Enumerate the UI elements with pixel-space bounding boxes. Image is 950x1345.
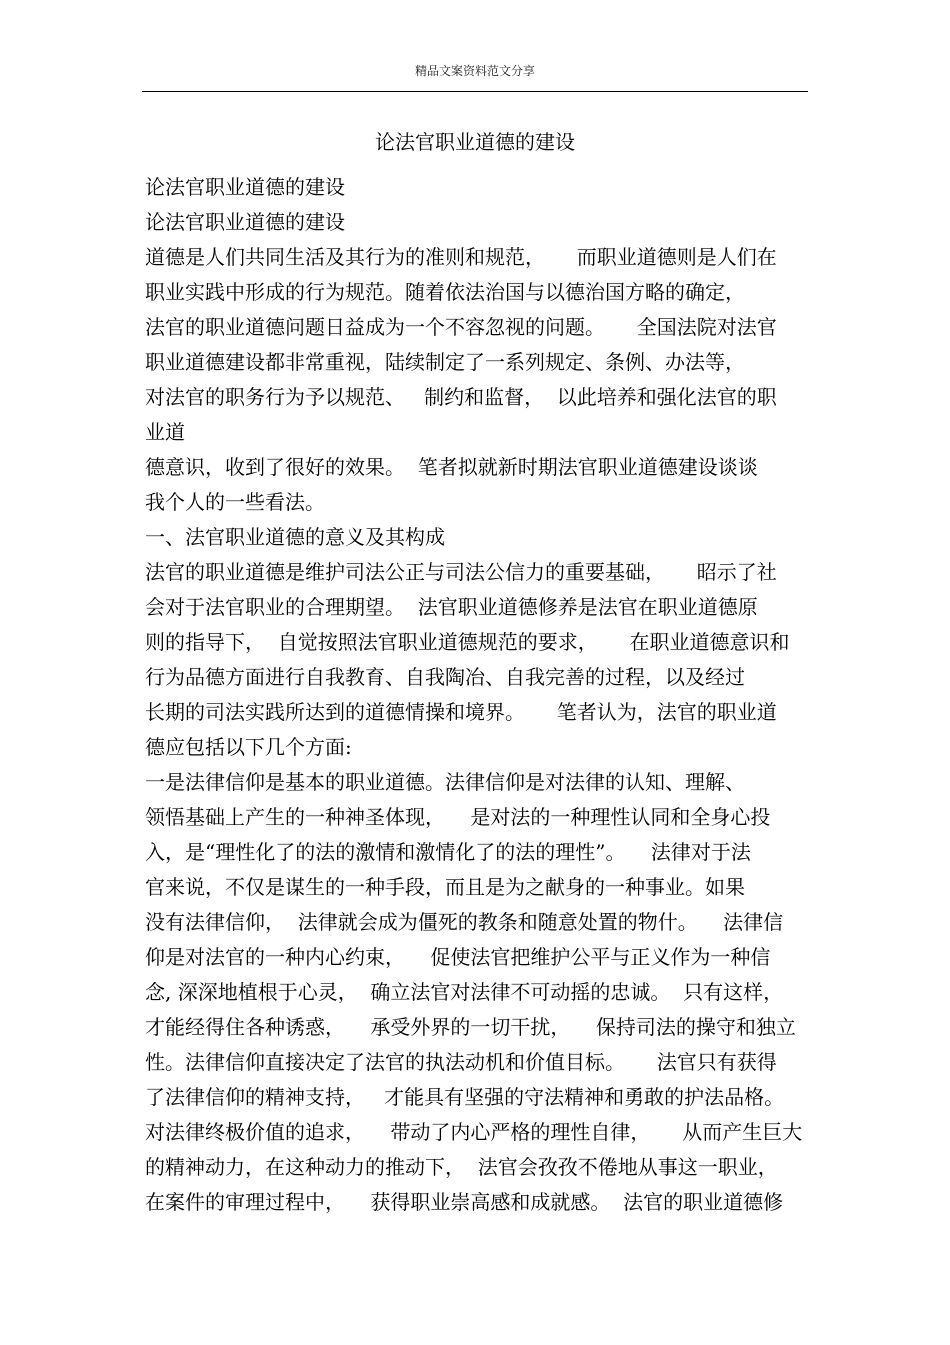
text-line: 入，是“理性化了的法的激情和激情化了的法的理性”。 法律对于法 (145, 840, 751, 864)
section-heading: 一、法官职业道德的意义及其构成 (145, 525, 445, 549)
text-line: 的精神动力，在这种动力的推动下， 法官会孜孜不倦地从事这一职业， (145, 1155, 778, 1179)
text-line: 业道 (145, 420, 185, 444)
text-line: 则的指导下， 自觉按照法官职业道德规范的要求， 在职业道德意识和 (145, 630, 790, 654)
text-line: 性。法律信仰直接决定了法官的执法动机和价值目标。 法官只有获得 (145, 1050, 777, 1074)
text-line: 行为品德方面进行自我教育、自我陶冶、自我完善的过程，以及经过 (145, 665, 745, 689)
text-line: 才能经得住各种诱惑， 承受外界的一切干扰， 保持司法的操守和独立 (145, 1015, 796, 1039)
document-title: 论法官职业道德的建设 (375, 130, 575, 154)
text-line: 论法官职业道德的建设 (145, 175, 345, 199)
text-line: 仰是对法官的一种内心约束， 促使法官把维护公平与正义作为一种信 (145, 945, 771, 969)
text-line: 我个人的一些看法。 (145, 490, 325, 514)
text-line: 念, 深深地植根于心灵， 确立法官对法律不可动摇的忠诚。 只有这样， (145, 980, 784, 1004)
text-line: 法官的职业道德是维护司法公正与司法公信力的重要基础， 昭示了社 (145, 560, 777, 584)
text-line: 道德是人们共同生活及其行为的准则和规范， 而职业道德则是人们在 (145, 245, 777, 269)
page-header: 精品文案资料范文分享 (414, 64, 535, 78)
text-line: 会对于法官职业的合理期望。 法官职业道德修养是法官在职业道德原 (145, 595, 758, 619)
text-line: 法官的职业道德问题日益成为一个不容忽视的问题。 全国法院对法官 (145, 315, 777, 339)
text-line: 官来说，不仅是谋生的一种手段，而且是为之献身的一种事业。如果 (145, 875, 745, 899)
text-line: 没有法律信仰， 法律就会成为僵死的教条和随意处置的物什。 法律信 (145, 910, 784, 934)
header-divider (142, 91, 808, 92)
text-line: 德应包括以下几个方面: (145, 735, 352, 759)
document-body (145, 170, 825, 1220)
text-line: 论法官职业道德的建设 (145, 210, 345, 234)
text-line: 职业道德建设都非常重视，陆续制定了一系列规定、条例、办法等， (145, 350, 745, 374)
text-line: 了法律信仰的精神支持， 才能具有坚强的守法精神和勇敢的护法品格。 (145, 1085, 785, 1109)
text-line: 长期的司法实践所达到的道德情操和境界。 笔者认为，法官的职业道 (145, 700, 777, 724)
text-line: 对法律终极价值的追求， 带动了内心严格的理性自律， 从而产生巨大 (145, 1120, 803, 1144)
text-line: 德意识，收到了很好的效果。 笔者拟就新时期法官职业道德建设谈谈 (145, 455, 758, 479)
text-line: 在案件的审理过程中， 获得职业崇高感和成就感。 法官的职业道德修 (145, 1190, 784, 1214)
text-line: 一是法律信仰是基本的职业道德。法律信仰是对法律的认知、理解、 (145, 770, 745, 794)
text-line: 对法官的职务行为予以规范、 制约和监督， 以此培养和强化法官的职 (145, 385, 777, 409)
text-line: 职业实践中形成的行为规范。随着依法治国与以德治国方略的确定， (145, 280, 745, 304)
text-line: 领悟基础上产生的一种神圣体现， 是对法的一种理性认同和全身心投 (145, 805, 771, 829)
